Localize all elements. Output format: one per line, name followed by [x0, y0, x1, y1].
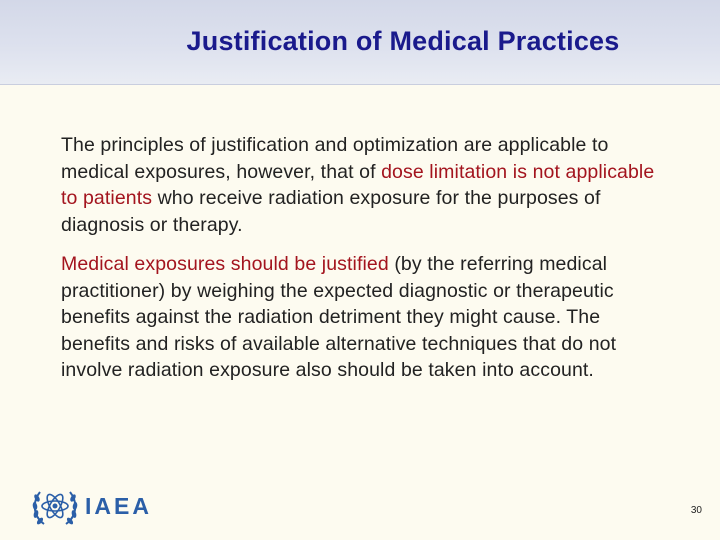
paragraph-principles: [61, 132, 661, 238]
paragraph-justification: [61, 251, 661, 384]
header-band: [0, 0, 720, 85]
justification-highlight: Medical exposures should be justified: [61, 253, 389, 275]
slide-title: Justification of Medical Practices: [186, 26, 620, 56]
paragraph-principles-text-end: who receive radiation exposure for the purposes of diagnosis or therapy.: [61, 187, 601, 236]
iaea-emblem-icon: [30, 482, 80, 530]
dose-limitation-highlight: dose limitation is not applicable to patients: [61, 160, 655, 209]
paragraph-principles-text: The principles of justification and optimization are applicable to medical exposures, however, that of: [61, 134, 609, 183]
iaea-logo: [30, 482, 160, 530]
page-number: 30: [690, 505, 702, 516]
paragraph-justification-text: (by the referring medical practitioner) by weighing the expected diagnostic or therapeutic benefits against the radiation detriment they might cause. The benefits and risks of available alternative techniques that do not involve radiation exposure also should be taken into account.: [61, 253, 617, 381]
iaea-logo-text: IAEA: [85, 493, 152, 519]
